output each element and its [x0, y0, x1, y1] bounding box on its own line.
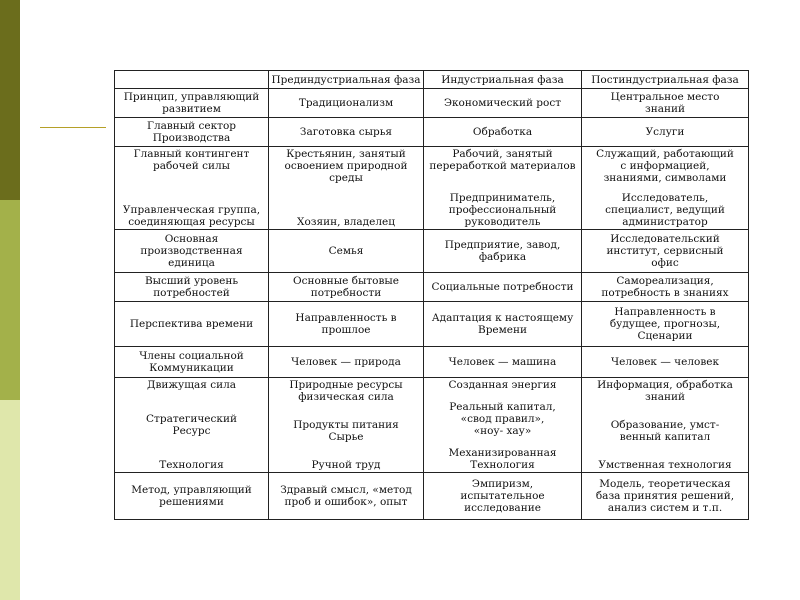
- cell-industrial: Человек — машина: [424, 347, 582, 378]
- cell-industrial: [424, 147, 582, 230]
- row-label: Принцип, управляющий развитием: [115, 89, 269, 118]
- row-label: Члены социальной Коммуникации: [115, 347, 269, 378]
- table-row: [115, 378, 749, 473]
- cell-industrial: Предприятие, завод, фабрика: [424, 230, 582, 273]
- cell-preindustrial: Здравый смысл, «метод проб и ошибок», опыт: [269, 473, 424, 520]
- table-row: [115, 273, 749, 302]
- header-industrial: Индустриальная фаза: [424, 71, 582, 89]
- row-label: Метод, управляющий решениями: [115, 473, 269, 520]
- table-row: [115, 147, 749, 230]
- cell-preindustrial: Семья: [269, 230, 424, 273]
- row-label: Главный сектор Производства: [115, 118, 269, 147]
- sidebar-segment-dark: [0, 0, 20, 200]
- contingent-value: Служащий, работающий с информацией, знаниями, символами: [596, 148, 734, 184]
- cell-preindustrial: Основные бытовые потребности: [269, 273, 424, 302]
- driving-force-value: Природные ресурсы физическая сила: [289, 379, 403, 403]
- mgmt-group-value: Исследователь, специалист, ведущий администратор: [605, 192, 725, 228]
- cell-industrial: Обработка: [424, 118, 582, 147]
- strategic-resource-value: Реальный капитал, «свод правил», «ноу- хау»: [449, 401, 556, 437]
- cell-postindustrial: Модель, теоретическая база принятия решений, анализ систем и т.п.: [582, 473, 749, 520]
- strategic-resource-value: Образование, умст- венный капитал: [610, 419, 720, 443]
- cell-industrial: Адаптация к настоящему Времени: [424, 302, 582, 347]
- cell-industrial: Эмпиризм, испытательное исследование: [424, 473, 582, 520]
- cell-preindustrial: Направленность в прошлое: [269, 302, 424, 347]
- header-postindustrial: Постиндустриальная фаза: [582, 71, 749, 89]
- row-label: Основная производственная единица: [115, 230, 269, 273]
- cell-postindustrial: Человек — человек: [582, 347, 749, 378]
- header-row: [115, 71, 749, 89]
- cell-industrial: Экономический рост: [424, 89, 582, 118]
- table-row: [115, 118, 749, 147]
- table-row: [115, 347, 749, 378]
- table-row: [115, 473, 749, 520]
- row-label: [115, 147, 269, 230]
- cell-industrial: Социальные потребности: [424, 273, 582, 302]
- cell-postindustrial: Центральное место знаний: [582, 89, 749, 118]
- driving-force-value: Созданная энергия: [448, 379, 557, 391]
- row-label: Высший уровень потребностей: [115, 273, 269, 302]
- cell-postindustrial: Исследовательский институт, сервисный офис: [582, 230, 749, 273]
- technology-value: Ручной труд: [311, 459, 381, 471]
- technology-label: Технология: [159, 459, 224, 471]
- cell-postindustrial: [582, 378, 749, 473]
- sidebar-segment-light: [0, 400, 20, 600]
- cell-postindustrial: Самореализация, потребность в знаниях: [582, 273, 749, 302]
- sidebar-segment-mid: [0, 200, 20, 400]
- header-blank: [115, 71, 269, 89]
- cell-preindustrial: [269, 378, 424, 473]
- accent-line: [40, 127, 106, 128]
- table-row: [115, 302, 749, 347]
- cell-postindustrial: [582, 147, 749, 230]
- strategic-resource-value: Продукты питания Сырье: [293, 419, 399, 443]
- cell-preindustrial: Традиционализм: [269, 89, 424, 118]
- cell-postindustrial: Услуги: [582, 118, 749, 147]
- table-row: [115, 89, 749, 118]
- driving-force-value: Информация, обработка знаний: [597, 379, 733, 403]
- mgmt-group-value: Предприниматель, профессиональный руководитель: [448, 192, 557, 228]
- cell-preindustrial: Человек — природа: [269, 347, 424, 378]
- contingent-value: Крестьянин, занятый освоением природной среды: [284, 148, 408, 184]
- slide-sidebar: [0, 0, 20, 600]
- phases-comparison-table: [114, 70, 749, 520]
- strategic-resource-label: Стратегический Ресурс: [146, 413, 237, 437]
- header-preindustrial: Прединдустриальная фаза: [269, 71, 424, 89]
- contingent-value: Рабочий, занятый переработкой материалов: [429, 148, 576, 172]
- technology-value: Умственная технология: [598, 459, 732, 471]
- cell-preindustrial: [269, 147, 424, 230]
- cell-postindustrial: Направленность в будущее, прогнозы, Сценарии: [582, 302, 749, 347]
- technology-value: Механизированная Технология: [448, 447, 557, 471]
- cell-industrial: [424, 378, 582, 473]
- row-label: [115, 378, 269, 473]
- row-label: Перспектива времени: [115, 302, 269, 347]
- table-row: [115, 230, 749, 273]
- contingent-label: Главный контингент рабочей силы: [133, 148, 250, 172]
- driving-force-label: Движущая сила: [146, 379, 237, 391]
- mgmt-group-value: Хозяин, владелец: [297, 216, 395, 228]
- mgmt-group-label: Управленческая группа, соединяющая ресурсы: [122, 204, 261, 228]
- cell-preindustrial: Заготовка сырья: [269, 118, 424, 147]
